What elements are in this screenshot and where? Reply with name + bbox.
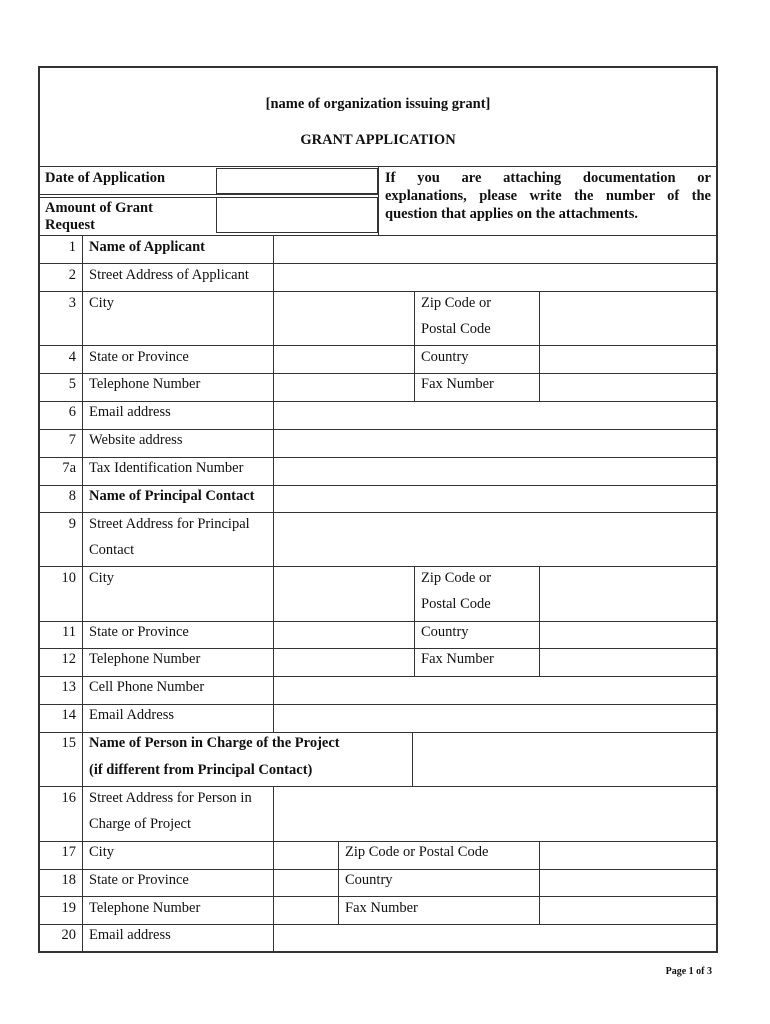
- principal-country-field[interactable]: [540, 622, 717, 648]
- zip-code-label: Zip Code or: [421, 295, 492, 311]
- telephone-label: Telephone Number: [89, 376, 201, 392]
- project-telephone-field[interactable]: [274, 897, 338, 924]
- postal-code-label: Postal Code: [421, 321, 491, 337]
- principal-zip-label: Zip Code or: [421, 570, 492, 586]
- principal-city-field[interactable]: [274, 567, 414, 621]
- row-number: 13: [61, 679, 76, 695]
- principal-telephone-field[interactable]: [274, 649, 414, 676]
- country-field[interactable]: [540, 346, 717, 373]
- tax-id-label: Tax Identification Number: [89, 460, 244, 476]
- principal-zip-field[interactable]: [540, 567, 717, 621]
- note-word: documentation: [582, 170, 676, 186]
- note-word: If: [385, 170, 396, 186]
- project-country-field[interactable]: [540, 870, 717, 896]
- project-street-label-line2: Charge of Project: [89, 816, 192, 832]
- project-state-label: State or Province: [89, 872, 189, 888]
- row-number: 6: [68, 404, 76, 420]
- row-number: 3: [68, 295, 76, 311]
- street-address-applicant-field[interactable]: [274, 264, 717, 291]
- row-number: 20: [61, 927, 76, 943]
- principal-fax-label: Fax Number: [421, 651, 494, 667]
- amount-of-grant-field[interactable]: [216, 197, 378, 233]
- project-state-field[interactable]: [274, 870, 338, 896]
- principal-city-label: City: [89, 570, 114, 586]
- project-street-field[interactable]: [274, 787, 717, 841]
- row-number: 16: [61, 790, 76, 806]
- project-person-field[interactable]: [413, 733, 717, 786]
- amount-label-line2: Request: [45, 217, 95, 233]
- tax-id-field[interactable]: [274, 458, 717, 485]
- project-street-label-line1: Street Address for Person in: [89, 790, 252, 806]
- country-label: Country: [421, 349, 469, 365]
- project-fax-field[interactable]: [540, 897, 717, 924]
- cell-phone-label: Cell Phone Number: [89, 679, 205, 695]
- street-address-applicant-label: Street Address of Applicant: [89, 267, 249, 283]
- note-word: are: [461, 170, 482, 186]
- project-city-field[interactable]: [274, 842, 338, 869]
- city-field[interactable]: [274, 292, 414, 345]
- page-title: GRANT APPLICATION: [300, 132, 456, 148]
- principal-postal-label: Postal Code: [421, 596, 491, 612]
- row-number: 12: [61, 651, 76, 667]
- row-number: 14: [61, 707, 76, 723]
- row-number: 5: [68, 376, 76, 392]
- row-number: 4: [68, 349, 76, 365]
- project-city-label: City: [89, 844, 114, 860]
- website-label: Website address: [89, 432, 183, 448]
- row-number: 11: [62, 624, 76, 640]
- row-number: 9: [68, 516, 76, 532]
- row-number: 7a: [62, 460, 76, 476]
- attachment-note-line2: explanations, please write the number of the: [385, 188, 711, 204]
- city-label: City: [89, 295, 114, 311]
- attachment-note-line1: [385, 169, 711, 187]
- principal-street-label-line2: Contact: [89, 542, 135, 558]
- row-number: 15: [61, 735, 76, 751]
- principal-email-label: Email Address: [89, 707, 174, 723]
- date-of-application-label: Date of Application: [45, 170, 166, 186]
- website-field[interactable]: [274, 430, 717, 457]
- project-person-label-line2: (if different from Principal Contact): [89, 762, 313, 778]
- project-country-label: Country: [345, 872, 393, 888]
- zip-code-field[interactable]: [540, 292, 717, 345]
- telephone-field[interactable]: [274, 374, 414, 401]
- principal-street-field[interactable]: [274, 513, 717, 566]
- fax-field[interactable]: [540, 374, 717, 401]
- project-fax-label: Fax Number: [345, 900, 418, 916]
- note-word: you: [417, 170, 440, 186]
- principal-street-label-line1: Street Address for Principal: [89, 516, 250, 532]
- project-email-field[interactable]: [274, 925, 717, 952]
- email-label: Email address: [89, 404, 171, 420]
- row-number: 8: [68, 488, 76, 504]
- project-telephone-label: Telephone Number: [89, 900, 201, 916]
- principal-contact-field[interactable]: [274, 486, 717, 512]
- state-province-field[interactable]: [274, 346, 414, 373]
- principal-state-label: State or Province: [89, 624, 189, 640]
- principal-contact-label: Name of Principal Contact: [89, 488, 255, 504]
- amount-label-line1: Amount of Grant: [45, 200, 153, 216]
- row-number: 10: [61, 570, 76, 586]
- row-number: 19: [61, 900, 76, 916]
- row-number: 1: [68, 239, 76, 255]
- principal-state-field[interactable]: [274, 622, 414, 648]
- name-of-applicant-field[interactable]: [274, 236, 717, 263]
- cell-phone-field[interactable]: [274, 677, 717, 704]
- date-of-application-field[interactable]: [216, 168, 378, 194]
- row-number: 17: [61, 844, 76, 860]
- org-placeholder: [name of organization issuing grant]: [265, 96, 491, 112]
- row-number: 18: [61, 872, 76, 888]
- name-of-applicant-label: Name of Applicant: [89, 239, 205, 255]
- principal-email-field[interactable]: [274, 705, 717, 732]
- fax-label: Fax Number: [421, 376, 494, 392]
- principal-telephone-label: Telephone Number: [89, 651, 201, 667]
- project-zip-field[interactable]: [540, 842, 717, 869]
- project-zip-label: Zip Code or Postal Code: [345, 844, 489, 860]
- attachment-note-line3: question that applies on the attachments.: [385, 206, 638, 222]
- project-person-label-line1: Name of Person in Charge of the Project: [89, 735, 340, 751]
- note-word: or: [697, 170, 711, 186]
- state-province-label: State or Province: [89, 349, 189, 365]
- row-number: 7: [68, 432, 76, 448]
- principal-fax-field[interactable]: [540, 649, 717, 676]
- note-word: attaching: [503, 170, 562, 186]
- row-number: 2: [68, 267, 76, 283]
- principal-country-label: Country: [421, 624, 469, 640]
- email-field[interactable]: [274, 402, 717, 429]
- project-email-label: Email address: [89, 927, 171, 943]
- page-number: Page 1 of 3: [665, 966, 712, 977]
